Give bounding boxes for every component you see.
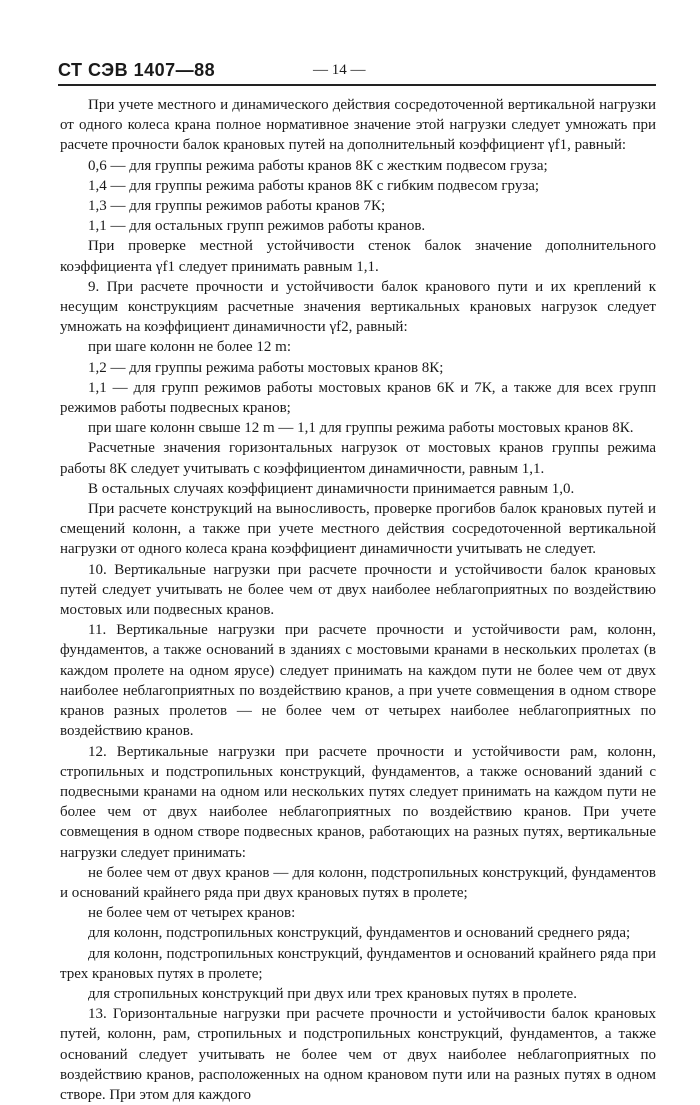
paragraph: В остальных случаях коэффициент динамичности принимается равным 1,0.: [88, 480, 575, 497]
standard-code: СТ СЭВ 1407—88: [58, 60, 216, 80]
list-item: 1,1 — для остальных групп режимов работы кранов.: [88, 218, 426, 235]
header-rule: [58, 84, 656, 86]
list-item: 1,2 — для группы режима работы мостовых кранов 8К;: [88, 359, 444, 376]
list-item: 1,4 — для группы режима работы кранов 8К с гибким подвесом груза;: [88, 177, 540, 194]
clause-13: 13. Горизонтальные нагрузки при расчете прочности и устойчивости балок крановых путей, колонн, рам, стропильных и подстропильных конструкций, фундаментов, а также оснований следует учитывать не более чем от двух наиболее неблагоприятных по воздействию кранов, расположенных на одном крановом пути или на разных путях в одном створе. При этом для каждого: [60, 1006, 656, 1103]
list-item: для колонн, подстропильных конструкций, фундаментов и оснований крайнего ряда при трех крановых путях в пролете;: [60, 945, 656, 982]
list-item: 0,6 — для группы режима работы кранов 8К с жестким подвесом груза;: [88, 157, 548, 174]
page-number: — 14 —: [313, 62, 366, 78]
list-item: 1,3 — для группы режимов работы кранов 7К;: [88, 198, 386, 215]
clause-10: 10. Вертикальные нагрузки при расчете прочности и устойчивости балок крановых путей следует учитывать не более чем от двух наиболее неблагоприятных по воздействию мостовых или подвесных кранов.: [60, 561, 656, 619]
list-item: при шаге колонн не более 12 m:: [88, 339, 291, 356]
clause-9: 9. При расчете прочности и устойчивости балок кранового пути и их креплений к несущим конструкциям расчетные значения вертикальных крановых нагрузок следует умножать на коэффициент динамичности γf2, равный:: [60, 278, 656, 336]
list-item: не более чем от двух кранов — для колонн, подстропильных конструкций, фундаментов и оснований крайнего ряда при двух крановых путях в пролете;: [60, 864, 656, 901]
list-item: при шаге колонн свыше 12 m — 1,1 для группы режима работы мостовых кранов 8К.: [88, 420, 634, 437]
document-body: [60, 95, 656, 1105]
clause-11: 11. Вертикальные нагрузки при расчете прочности и устойчивости рам, колонн, фундаментов, а также оснований в зданиях с мостовыми кранами в нескольких пролетах (в каждом пролете на одном ярусе) следует принимать на каждом пути не более чем от двух наиболее неблагоприятных по воздействию кранов, а при учете совмещения в одном створе кранов разных пролетов — не более чем от четырех наиболее неблагоприятных по воздействию кранов.: [60, 622, 656, 740]
list-item: 1,1 — для групп режимов работы мостовых кранов 6К и 7К, а также для всех групп режимов работы подвесных кранов;: [60, 379, 656, 417]
paragraph: При расчете конструкций на выносливость, проверке прогибов балок крановых путей и смещений колонн, а также при учете местного действия сосредоточенной вертикальной нагрузки от одного колеса крана коэффициент динамичности учитывать не следует.: [60, 501, 656, 558]
paragraph: При проверке местной устойчивости стенок балок значение дополнительного коэффициента γf1 следует принимать равным 1,1.: [60, 238, 656, 275]
paragraph: При учете местного и динамического действия сосредоточенной вертикальной нагрузки от одного колеса крана полное нормативное значение этой нагрузки следует умножать при расчете прочности балок крановых путей на дополнительный коэффициент γf1, равный:: [60, 97, 656, 154]
list-item: не более чем от четырех кранов:: [88, 905, 296, 922]
page-header: [58, 60, 656, 82]
list-item: для колонн, подстропильных конструкций, фундаментов и оснований среднего ряда;: [88, 925, 631, 942]
clause-12: 12. Вертикальные нагрузки при расчете прочности и устойчивости рам, колонн, стропильных и подстропильных конструкций, фундаментов, а также оснований зданий с подвесными кранами на одном или нескольких путях следует принимать на каждом пути не более чем от двух наиболее неблагоприятных по воздействию кранов. При учете совмещения в одном створе подвесных кранов, работающих на разных путях, вертикальные нагрузки следует принимать:: [60, 743, 656, 861]
paragraph: Расчетные значения горизонтальных нагрузок от мостовых кранов группы режима работы 8К следует учитывать с коэффициентом динамичности, равным 1,1.: [60, 440, 656, 477]
list-item: для стропильных конструкций при двух или трех крановых путях в пролете.: [88, 985, 577, 1002]
